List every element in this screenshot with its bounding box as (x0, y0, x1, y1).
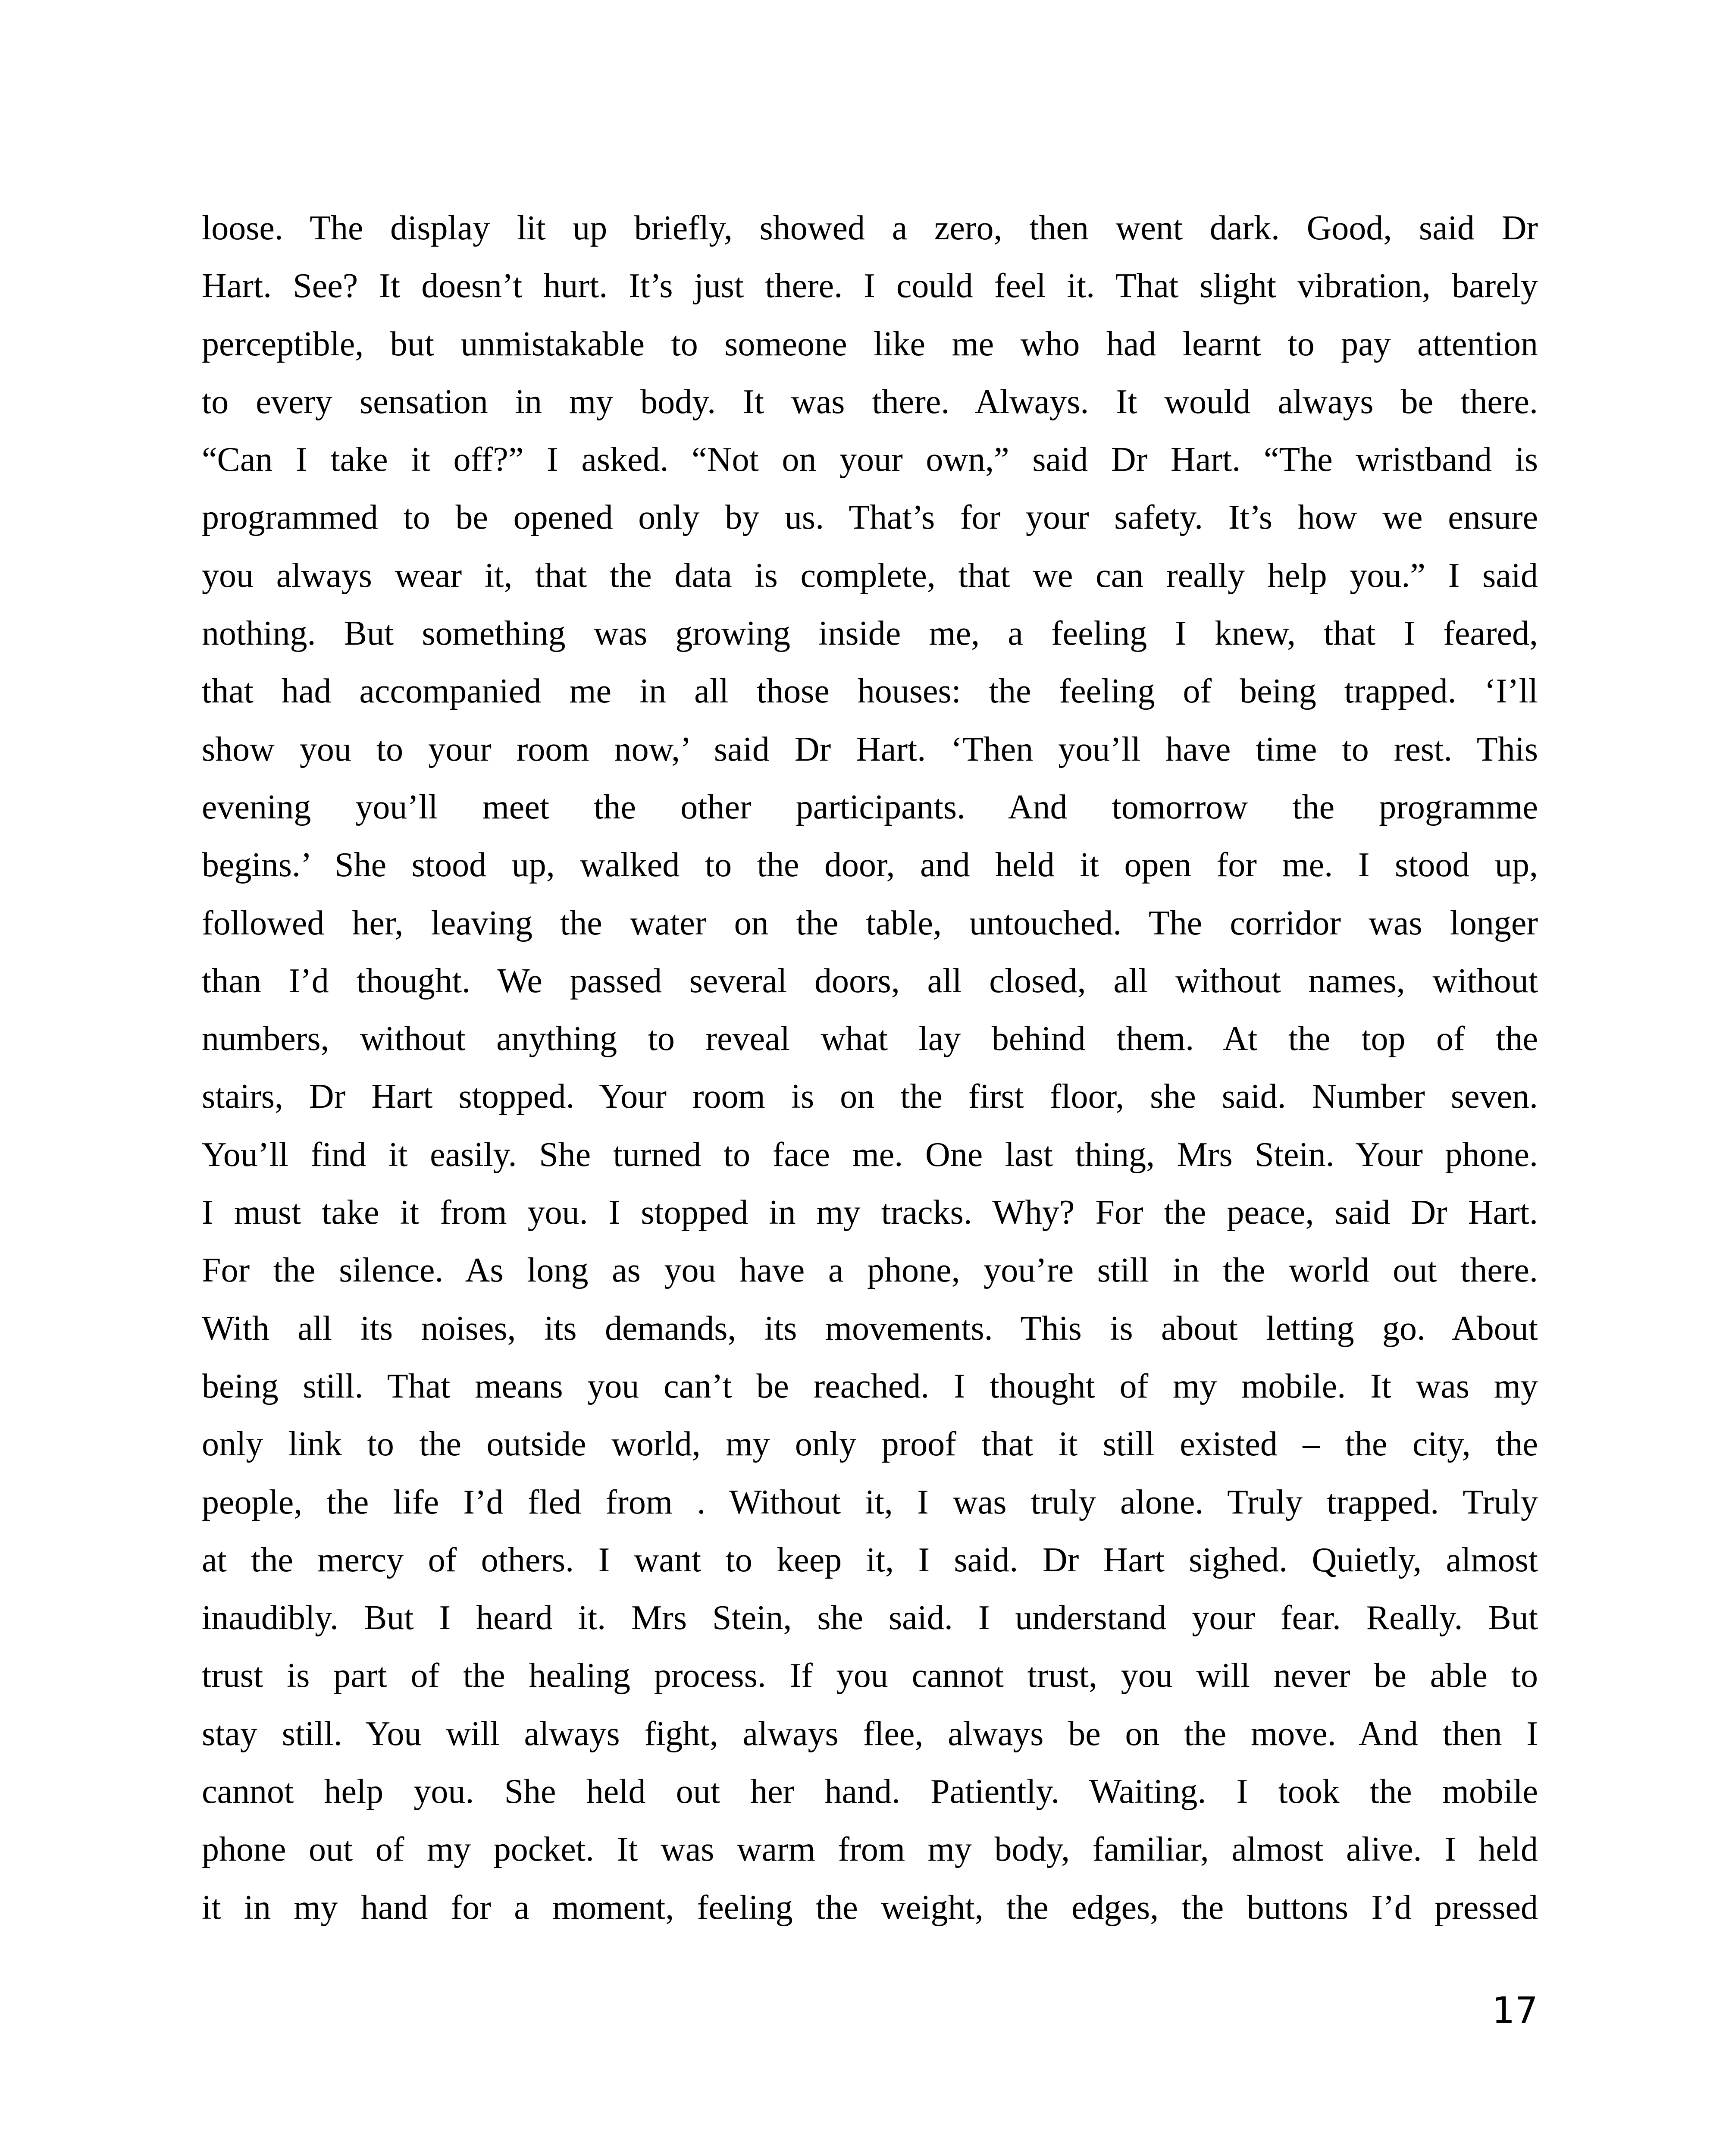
text-line: numbers, without anything to reveal what lay behind them. At the top of the (202, 1020, 1538, 1058)
body-text (202, 199, 1538, 1937)
text-line: followed her, leaving the water on the table, untouched. The corridor was longer (202, 904, 1538, 942)
text-line: cannot help you. She held out her hand. Patiently. Waiting. I took the mobile (202, 1773, 1538, 1811)
text-line: than I’d thought. We passed several doors, all closed, all without names, without (202, 962, 1538, 1000)
text-line: With all its noises, its demands, its movements. This is about letting go. About (202, 1309, 1538, 1348)
text-line: begins.’ She stood up, walked to the door, and held it open for me. I stood up, (202, 846, 1538, 884)
text-line: You’ll find it easily. She turned to face me. One last thing, Mrs Stein. Your phone. (202, 1135, 1538, 1174)
text-line: perceptible, but unmistakable to someone like me who had learnt to pay attention (202, 325, 1538, 363)
text-line: inaudibly. But I heard it. Mrs Stein, she said. I understand your fear. Really. But (202, 1599, 1538, 1637)
text-line: trust is part of the healing process. If you cannot trust, you will never be able to (202, 1657, 1538, 1695)
text-line: being still. That means you can’t be reached. I thought of my mobile. It was my (202, 1367, 1538, 1405)
text-line: Hart. See? It doesn’t hurt. It’s just there. I could feel it. That slight vibration, barely (202, 267, 1538, 305)
text-line: people, the life I’d fled from . Without it, I was truly alone. Truly trapped. Truly (202, 1483, 1538, 1521)
text-line: phone out of my pocket. It was warm from my body, familiar, almost alive. I held (202, 1830, 1538, 1869)
text-line: to every sensation in my body. It was there. Always. It would always be there. (202, 382, 1538, 421)
text-line: loose. The display lit up briefly, showed a zero, then went dark. Good, said Dr (202, 209, 1538, 247)
text-line: “Can I take it off?” I asked. “Not on your own,” said Dr Hart. “The wristband is (202, 441, 1538, 479)
text-line: show you to your room now,’ said Dr Hart. ‘Then you’ll have time to rest. This (202, 730, 1538, 768)
page-number: 17 (1492, 1989, 1538, 2031)
text-line: nothing. But something was growing inside me, a feeling I knew, that I feared, (202, 614, 1538, 653)
text-line: programmed to be opened only by us. That’s for your safety. It’s how we ensure (202, 498, 1538, 537)
text-line: evening you’ll meet the other participants. And tomorrow the programme (202, 788, 1538, 826)
text-line: that had accompanied me in all those houses: the feeling of being trapped. ‘I’ll (202, 672, 1538, 711)
text-line: stairs, Dr Hart stopped. Your room is on the first floor, she said. Number seven. (202, 1078, 1538, 1116)
text-line: it in my hand for a moment, feeling the weight, the edges, the buttons I’d pressed (202, 1888, 1538, 1927)
text-line: For the silence. As long as you have a phone, you’re still in the world out there. (202, 1251, 1538, 1290)
text-line: at the mercy of others. I want to keep it, I said. Dr Hart sighed. Quietly, almost (202, 1541, 1538, 1579)
text-line: only link to the outside world, my only proof that it still existed – the city, the (202, 1425, 1538, 1463)
text-line: stay still. You will always fight, always flee, always be on the move. And then I (202, 1714, 1538, 1753)
text-line: you always wear it, that the data is complete, that we can really help you.” I said (202, 556, 1538, 595)
text-line: I must take it from you. I stopped in my tracks. Why? For the peace, said Dr Hart. (202, 1194, 1538, 1232)
